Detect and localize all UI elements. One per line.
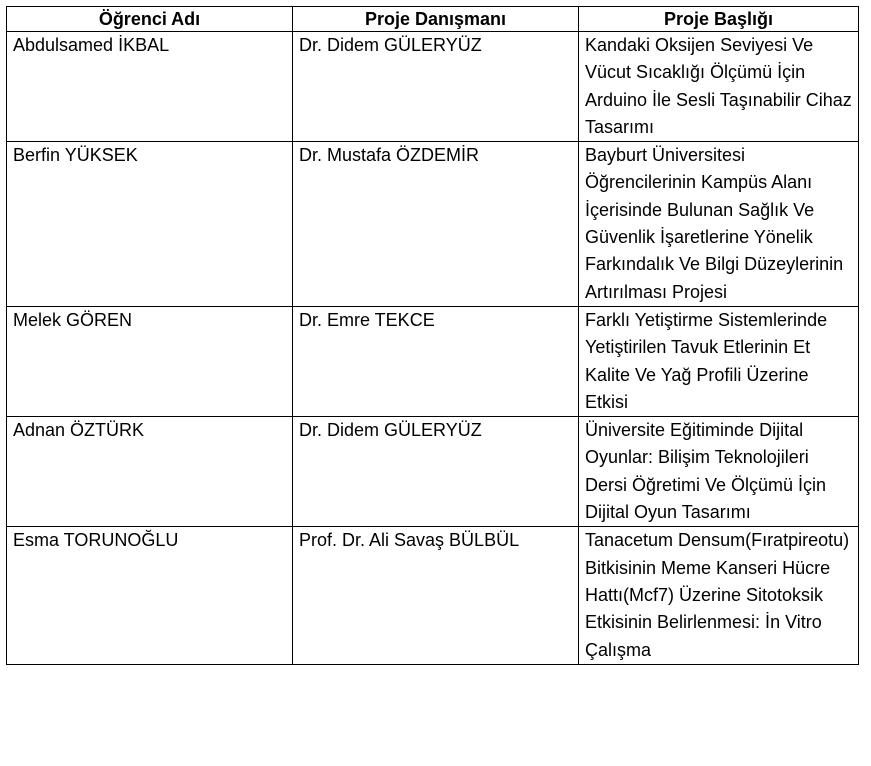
projects-table — [6, 6, 859, 665]
advisor-cell: Prof. Dr. Ali Savaş BÜLBÜL — [293, 527, 579, 664]
table-row — [7, 32, 859, 142]
student-name-cell: Berfin YÜKSEK — [7, 142, 293, 307]
project-title-cell: Farklı Yetiştirme Sistemlerinde Yetiştirilen Tavuk Etlerinin Et Kalite Ve Yağ Profili Üzerine Etkisi — [579, 306, 859, 416]
header-student-name: Öğrenci Adı — [7, 7, 293, 32]
advisor-cell: Dr. Mustafa ÖZDEMİR — [293, 142, 579, 307]
table-row — [7, 527, 859, 664]
header-project-title: Proje Başlığı — [579, 7, 859, 32]
header-project-advisor: Proje Danışmanı — [293, 7, 579, 32]
student-name-cell: Esma TORUNOĞLU — [7, 527, 293, 664]
advisor-cell: Dr. Didem GÜLERYÜZ — [293, 32, 579, 142]
project-title-cell: Tanacetum Densum(Fıratpireotu) Bitkisinin Meme Kanseri Hücre Hattı(Mcf7) Üzerine Sitotoksik Etkisinin Belirlenmesi: İn Vitro Çalışma — [579, 527, 859, 664]
student-name-cell: Melek GÖREN — [7, 306, 293, 416]
student-name-cell: Adnan ÖZTÜRK — [7, 417, 293, 527]
advisor-cell: Dr. Didem GÜLERYÜZ — [293, 417, 579, 527]
advisor-cell: Dr. Emre TEKCE — [293, 306, 579, 416]
project-title-cell: Bayburt Üniversitesi Öğrencilerinin Kampüs Alanı İçerisinde Bulunan Sağlık Ve Güvenlik İşaretlerine Yönelik Farkındalık Ve Bilgi Düzeylerinin Artırılması Projesi — [579, 142, 859, 307]
student-name-cell: Abdulsamed İKBAL — [7, 32, 293, 142]
table-row — [7, 417, 859, 527]
table-row — [7, 306, 859, 416]
project-title-cell: Kandaki Oksijen Seviyesi Ve Vücut Sıcaklığı Ölçümü İçin Arduino İle Sesli Taşınabilir Cihaz Tasarımı — [579, 32, 859, 142]
project-title-cell: Üniversite Eğitiminde Dijital Oyunlar: Bilişim Teknolojileri Dersi Öğretimi Ve Ölçümü İçin Dijital Oyun Tasarımı — [579, 417, 859, 527]
table-row — [7, 142, 859, 307]
table-header-row — [7, 7, 859, 32]
